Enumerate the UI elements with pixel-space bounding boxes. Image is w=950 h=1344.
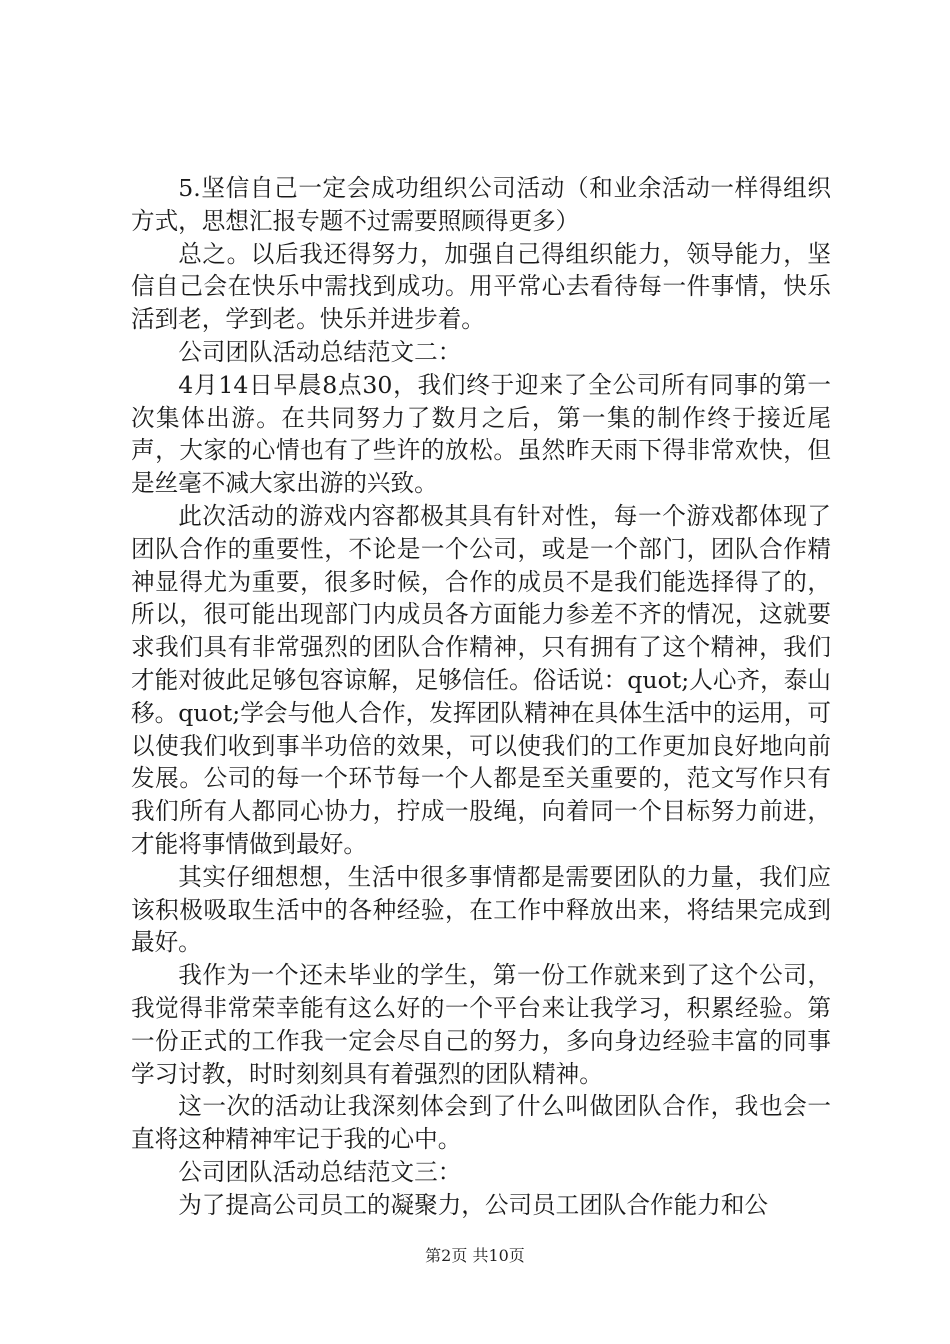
paragraph-5: 其实仔细想想，生活中很多事情都是需要团队的力量，我们应该积极吸取生活中的各种经验，在工作中释放出来，将结果完成到最好。: [131, 862, 831, 957]
paragraph-8: 为了提高公司员工的凝聚力，公司员工团队合作能力和公: [178, 1190, 769, 1219]
paragraph-4: 此次活动的游戏内容都极其具有针对性，每一个游戏都体现了团队合作的重要性，不论是一个公司，或是一个部门，团队合作精神显得尤为重要，很多时候，合作的成员不是我们能选择得了的，所以，很可能出现部门内成员各方面能力参差不齐的情况，这就要求我们具有非常强烈的团队合作精神，只有拥有了这个精神，我们才能对彼此足够包容谅解，足够信任。俗话说：quot;人心齐，泰山移。quot;学会与他人合作，发挥团队精神在具体生活中的运用，可以使我们收到事半功倍的效果，可以使我们的工作更加良好地向前发展。公司的每一个环节每一个人都是至关重要的，范文写作只有我们所有人都同心协力，拧成一股绳，向着同一个目标努力前进，才能将事情做到最好。: [131, 501, 831, 858]
document-body: [131, 172, 831, 1222]
paragraph-3: 4月14日早晨8点30，我们终于迎来了全公司所有同事的第一次集体出游。在共同努力了数月之后，第一集的制作终于接近尾声，大家的心情也有了些许的放松。虽然昨天雨下得非常欢快，但是丝毫不减大家出游的兴致。: [131, 370, 831, 498]
page-number-footer: 第2页 共10页: [425, 1246, 525, 1265]
paragraph-2: 总之。以后我还得努力，加强自己得组织能力，领导能力，坚信自己会在快乐中需找到成功。用平常心去看待每一件事情，快乐活到老，学到老。快乐并进步着。: [131, 239, 831, 334]
paragraph-1: 5.坚信自己一定会成功组织公司活动（和业余活动一样得组织方式，思想汇报专题不过需要照顾得更多）: [131, 174, 831, 235]
section-heading-2: 公司团队活动总结范文二：: [178, 337, 462, 366]
paragraph-7: 这一次的活动让我深刻体会到了什么叫做团队合作，我也会一直将这种精神牢记于我的心中。: [131, 1092, 831, 1154]
section-heading-3: 公司团队活动总结范文三：: [178, 1157, 462, 1186]
paragraph-6: 我作为一个还未毕业的学生，第一份工作就来到了这个公司，我觉得非常荣幸能有这么好的一个平台来让我学习，积累经验。第一份正式的工作我一定会尽自己的努力，多向身边经验丰富的同事学习讨教，时时刻刻具有着强烈的团队精神。: [131, 961, 831, 1088]
